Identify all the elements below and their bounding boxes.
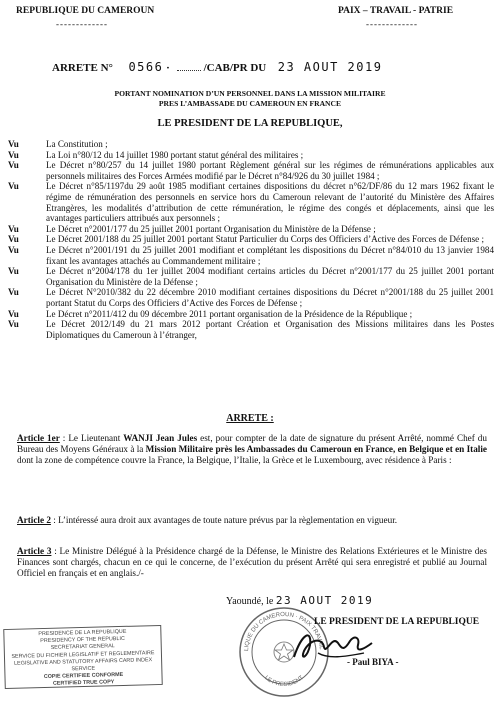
header-left-dash: ------------- xyxy=(56,19,108,29)
vu-text: Le Décret N°2010/382 du 22 décembre 2010 modifiant certaines dispositions du Décret n°2001/188 du 25 juillet 2001 portant Statut du Corps des Officiers d’Active des Forces de Défense ; xyxy=(46,287,494,308)
vu-list xyxy=(8,139,494,340)
president-signature-title: LE PRESIDENT DE LA REPUBLIQUE xyxy=(314,617,480,627)
vu-text: Le Décret n°2001/177 du 25 juillet 2001 portant Organisation du Ministère de la Défense ; xyxy=(46,223,376,234)
stamp-line: PRESIDENCE DE LA REPUBLIQUE xyxy=(38,628,127,638)
motto-header: PAIX – TRAVAIL - PATRIE xyxy=(338,6,454,16)
stamp-line: SECRETARIAT GENERAL xyxy=(50,643,115,652)
signature-place: Yaoundé, le xyxy=(226,596,274,607)
arrete-number-line: ARRETE N° 0566 · /CAB/PR DU 23 AOUT 2019 xyxy=(52,60,383,74)
article-3-text: : Le Ministre Délégué à la Présidence chargé de la Défense, le Ministre des Relations Extérieures et le Ministre des Finances sont chargés, chacun en ce qui le concerne, de l’exécution du présent Arrêté qui sera enregistré et publié au Journal Officiel en français et en anglais./- xyxy=(17,546,487,578)
country-header: REPUBLIQUE DU CAMEROUN xyxy=(16,6,155,16)
vu-item xyxy=(8,287,494,308)
vu-label: Vu xyxy=(8,160,19,171)
seal-text: LIQUE DU CAMEROUN · PAIX TRAVAIL xyxy=(243,611,324,652)
vu-text: Le Décret n°2004/178 du 1er juillet 2004 modifiant certains articles du Décret n°2001/177 du 25 juillet 2001 portant Organisation du Ministère de la Défense ; xyxy=(46,266,494,287)
appointee-name: WANJI Jean Jules xyxy=(123,433,198,443)
arrete-heading: ARRETE : xyxy=(226,413,274,424)
vu-text: La Constitution ; xyxy=(46,139,108,149)
vu-item xyxy=(8,266,494,287)
article-2-label: Article 2 xyxy=(17,515,51,525)
arrete-subject xyxy=(0,89,500,108)
stamp-line: PRESIDENCY OF THE REPUBLIC xyxy=(40,636,125,645)
article-2 xyxy=(17,515,487,526)
vu-item xyxy=(8,319,494,340)
vu-item xyxy=(8,245,494,266)
subject-line-1: PORTANT NOMINATION D’UN PERSONNEL DANS LA MISSION MILITAIRE xyxy=(114,89,386,98)
vu-label: Vu xyxy=(8,244,19,255)
article-3 xyxy=(17,546,487,579)
vu-item xyxy=(8,181,494,223)
stamp-line: CERTIFIED TRUE COPY xyxy=(52,679,115,688)
signer-name: - Paul BIYA - xyxy=(347,657,399,667)
vu-label: Vu xyxy=(8,149,19,160)
article-1-text-c: dont la zone de compétence couvre la France, la Belgique, l’Italie, la Grèce et le Luxembourg, avec résidence à Paris : xyxy=(17,455,452,465)
vu-text: La Loi n°80/12 du 14 juillet 1980 portant statut général des militaires ; xyxy=(46,149,304,160)
vu-label: Vu xyxy=(8,139,19,149)
stamp-line: COPIE CERTIFIEE CONFORME xyxy=(43,672,124,681)
article-1-text-a: : Le Lieutenant xyxy=(59,433,124,443)
vu-label: Vu xyxy=(8,319,19,330)
signature-date: 23 AOUT 2019 xyxy=(275,594,374,607)
article-1-label: Article 1er xyxy=(17,433,60,443)
article-3-label: Article 3 xyxy=(17,546,52,556)
vu-label: Vu xyxy=(8,181,19,192)
arrete-cab: /CAB/PR DU xyxy=(203,62,267,74)
vu-text: Le Décret n°2001/191 du 25 juillet 2001 modifiant et complétant les dispositions du Décret n°84/010 du 13 janvier 1984 fixant les avantages attachés au Commandement militaire ; xyxy=(46,244,494,266)
vu-label: Vu xyxy=(8,234,19,245)
vu-label: Vu xyxy=(8,266,19,277)
vu-label: Vu xyxy=(8,287,19,298)
vu-text: Le Décret 2001/188 du 25 juillet 2001 portant Statut Particulier du Corps des Officiers d’Active des Forces de Défense ; xyxy=(46,234,484,245)
certified-copy-stamp xyxy=(3,625,163,689)
arrete-date: 23 AOUT 2019 xyxy=(277,60,383,74)
vu-item xyxy=(8,224,494,235)
stamp-line: SERVICE DU FICHIER LEGISLATIF ET REGLEMENTAIRE xyxy=(11,649,155,660)
vu-item xyxy=(8,234,494,245)
vu-label: Vu xyxy=(8,223,19,234)
vu-text: Le Décret n°2011/412 du 09 décembre 2011 portant organisation de la Présidence de la République ; xyxy=(46,308,413,319)
seal-text: LE PRESIDENT xyxy=(263,674,305,689)
article-2-text: : L’intéressé aura droit aux avantages de toute nature prévus par la règlementation en vigueur. xyxy=(50,515,398,525)
subject-line-2: PRES L’AMBASSADE DU CAMEROUN EN FRANCE xyxy=(158,98,342,108)
vu-item xyxy=(8,309,494,320)
vu-label: Vu xyxy=(8,308,19,319)
stamp-line: LEGISLATIVE AND STATUTORY AFFAIRS CARD INDEX SERVICE xyxy=(14,657,153,673)
arrete-prefix: ARRETE N° xyxy=(52,62,113,74)
header-right-dash: ------------- xyxy=(366,19,418,29)
article-1 xyxy=(17,433,487,466)
arrete-number: 0566 xyxy=(128,60,164,74)
vu-text: Le Décret 2012/149 du 21 mars 2012 portant Création et Organisation des Missions militaires dans les Postes Diplomatiques du Cameroun à l’étranger, xyxy=(46,319,494,340)
article-1-text-b: est, pour compter de la date de signature du présent Arrêté, nommé Chef du Bureau des Moyens Généraux à la xyxy=(17,433,487,454)
vu-text: Le Décret n°85/1197du 29 août 1985 modifiant certaines dispositions du décret n°62/DF/86 du 12 mars 1962 fixant le régime de rémunération des personnels en service hors du Cameroun relevant de l’autorité du Ministère des Affaires Etrangères, les modalités d’attribution de cette rémunération, le régime des congés et déplacements, ainsi que les avantages particuliers attribués aux personnels ; xyxy=(46,181,494,224)
mission-name: Mission Militaire près les Ambassades du Cameroun en France, en Belgique et en Italie xyxy=(145,444,487,454)
vu-item xyxy=(8,150,494,161)
vu-item xyxy=(8,139,494,150)
vu-item xyxy=(8,160,494,181)
vu-text: Le Décret n°80/257 du 14 juillet 1980 portant Règlement général sur les régimes de rémunérations applicables aux personnels militaires des Forces Armées modifié par le Décret n°84/926 du 30 juillet 1984 ; xyxy=(46,160,494,181)
president-heading: LE PRESIDENT DE LA REPUBLIQUE, xyxy=(157,118,343,129)
